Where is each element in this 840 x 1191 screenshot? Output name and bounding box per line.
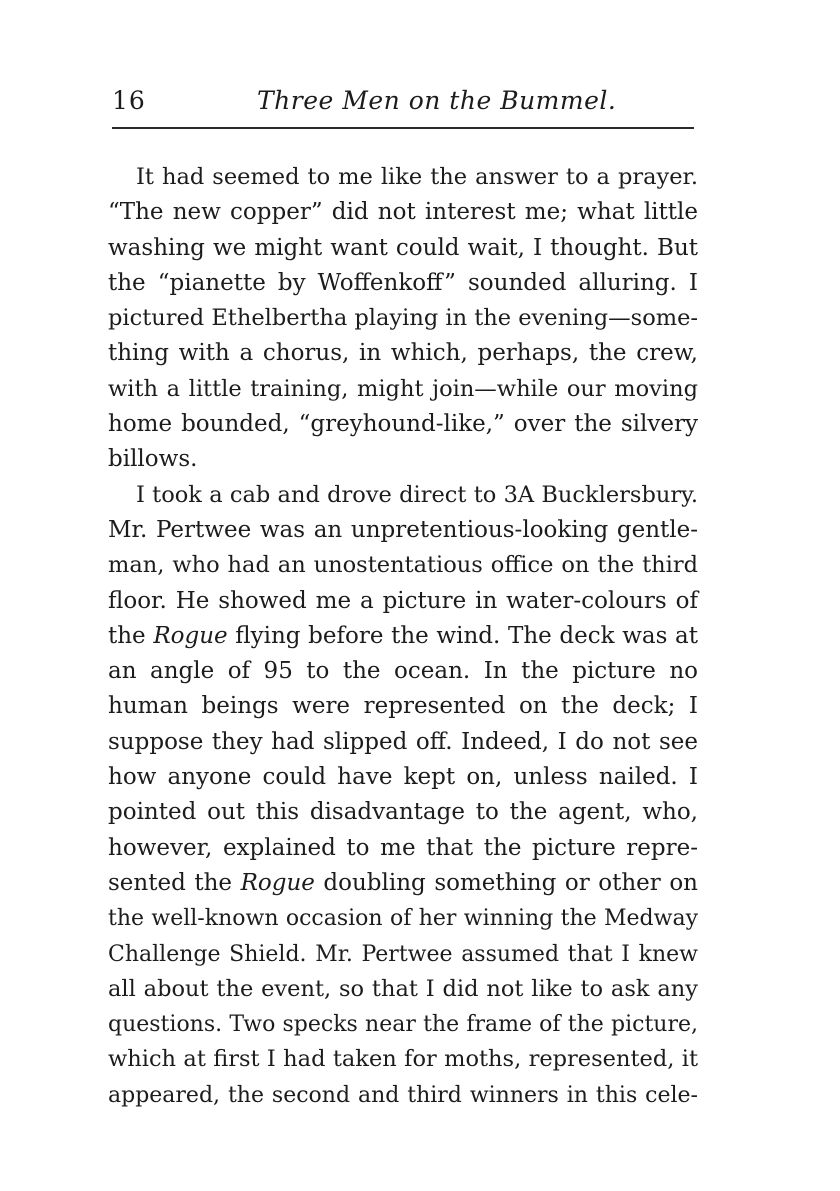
text-line: pictured Ethelbertha playing in the evening—some- xyxy=(108,305,698,332)
text-line: which at first I had taken for moths, represented, it xyxy=(108,1046,698,1073)
text-line: Challenge Shield. Mr. Pertwee assumed that I knew xyxy=(108,941,698,967)
text-line: billows. xyxy=(108,446,198,473)
page-number: 16 xyxy=(112,86,146,115)
text-line: all about the event, so that I did not like to ask any xyxy=(108,975,698,1002)
text-line: the Rogue flying before the wind. The deck was at xyxy=(108,622,698,649)
text-line: the well-known occasion of her winning the Medway xyxy=(108,906,698,932)
running-title: Three Men on the Bummel. xyxy=(257,86,617,115)
text-line: I took a cab and drove direct to 3A Bucklersbury. xyxy=(136,481,698,508)
body-text xyxy=(108,160,698,1113)
text-line: “The new copper” did not interest me; what little xyxy=(108,199,698,226)
text-line: with a little training, might join—while our moving xyxy=(108,375,698,402)
text-line: Mr. Pertwee was an unpretentious-looking gentle- xyxy=(108,516,698,543)
text-line: how anyone could have kept on, unless nailed. I xyxy=(108,764,698,791)
text-line: however, explained to me that the picture repre- xyxy=(108,834,698,861)
page-header xyxy=(112,86,694,120)
text-line: floor. He showed me a picture in water-colours of xyxy=(108,587,698,614)
ship-name: Rogue xyxy=(240,869,315,896)
text-line: appeared, the second and third winners in this cele- xyxy=(108,1082,698,1108)
text-line: an angle of 95 to the ocean. In the picture no xyxy=(108,658,698,685)
text-line: the “pianette by Woffenkoff” sounded alluring. I xyxy=(108,269,698,296)
text-line: suppose they had slipped off. Indeed, I do not see xyxy=(108,728,698,755)
text-line: It had seemed to me like the answer to a prayer. xyxy=(136,164,698,190)
text-line: pointed out this disadvantage to the agent, who, xyxy=(108,799,698,826)
text-line: thing with a chorus, in which, perhaps, the crew, xyxy=(108,340,698,367)
text-line: sented the Rogue doubling something or other on xyxy=(108,869,698,896)
text-line: questions. Two specks near the frame of the picture, xyxy=(108,1012,698,1038)
text-line: human beings were represented on the deck; I xyxy=(108,693,698,720)
header-rule xyxy=(112,127,694,129)
text-line: washing we might want could wait, I thought. But xyxy=(108,234,698,261)
ship-name: Rogue xyxy=(153,622,228,649)
text-line: man, who had an unostentatious office on the third xyxy=(108,552,698,579)
text-line: home bounded, “greyhound-like,” over the silvery xyxy=(108,411,698,438)
